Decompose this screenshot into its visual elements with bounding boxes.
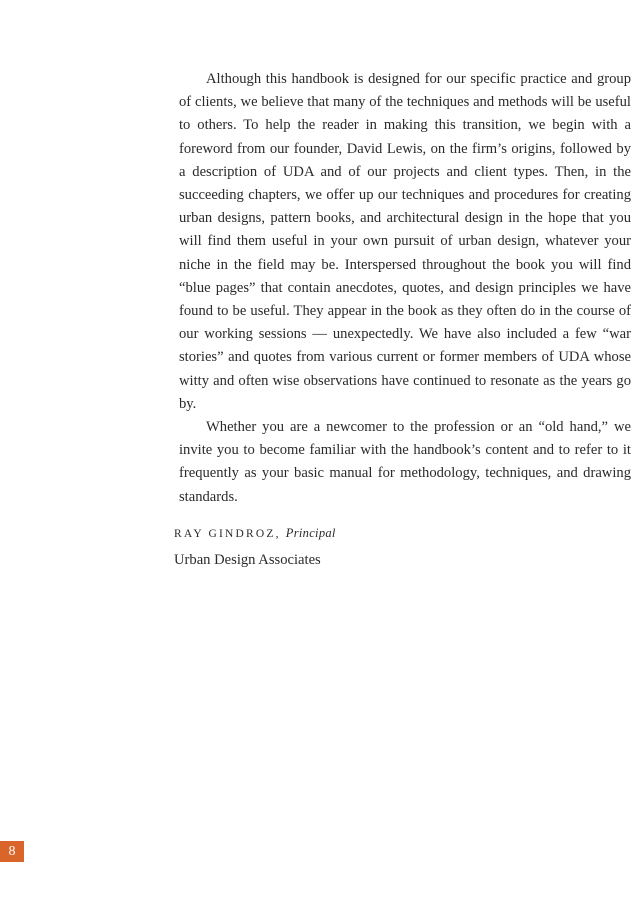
page-number: 8 [0, 841, 24, 862]
signature-separator: , [275, 528, 286, 540]
signature-organization: Urban Design Associates [174, 552, 321, 568]
paragraph-1: Although this handbook is designed for our specific practice and group of clients, we believe that many of the techniques and methods will be useful to others. To help the reader in making this transition, we begin with a foreword from our founder, David Lewis, on the firm’s origins, followed by a description of UDA and of our projects and client types. Then, in the succeeding chapters, we offer up our techniques and procedures for creating urban designs, pattern books, and architectural design in the hope that you will find them useful in your own pursuit of urban design, whatever your niche in the field may be. Interspersed throughout the book you will find “blue pages” that contain anecdotes, quotes, and design principles we have found to be useful. They appear in the book as they often do in the course of our working sessions — unexpectedly. We have also included a few “war stories” and quotes from various current or former members of UDA whose witty and often wise observations have continued to resonate as the years go by. [179, 71, 631, 412]
signature-name: RAY GINDROZ [174, 528, 276, 540]
signature-block [174, 524, 614, 571]
signature-name-line [174, 524, 614, 543]
body-text [179, 68, 631, 509]
paragraph-2: Whether you are a newcomer to the profession or an “old hand,” we invite you to become familiar with the handbook’s content and to refer to it frequently as your basic manual for methodology, techniques, and drawing standards. [179, 419, 631, 505]
signature-role: Principal [285, 526, 336, 540]
